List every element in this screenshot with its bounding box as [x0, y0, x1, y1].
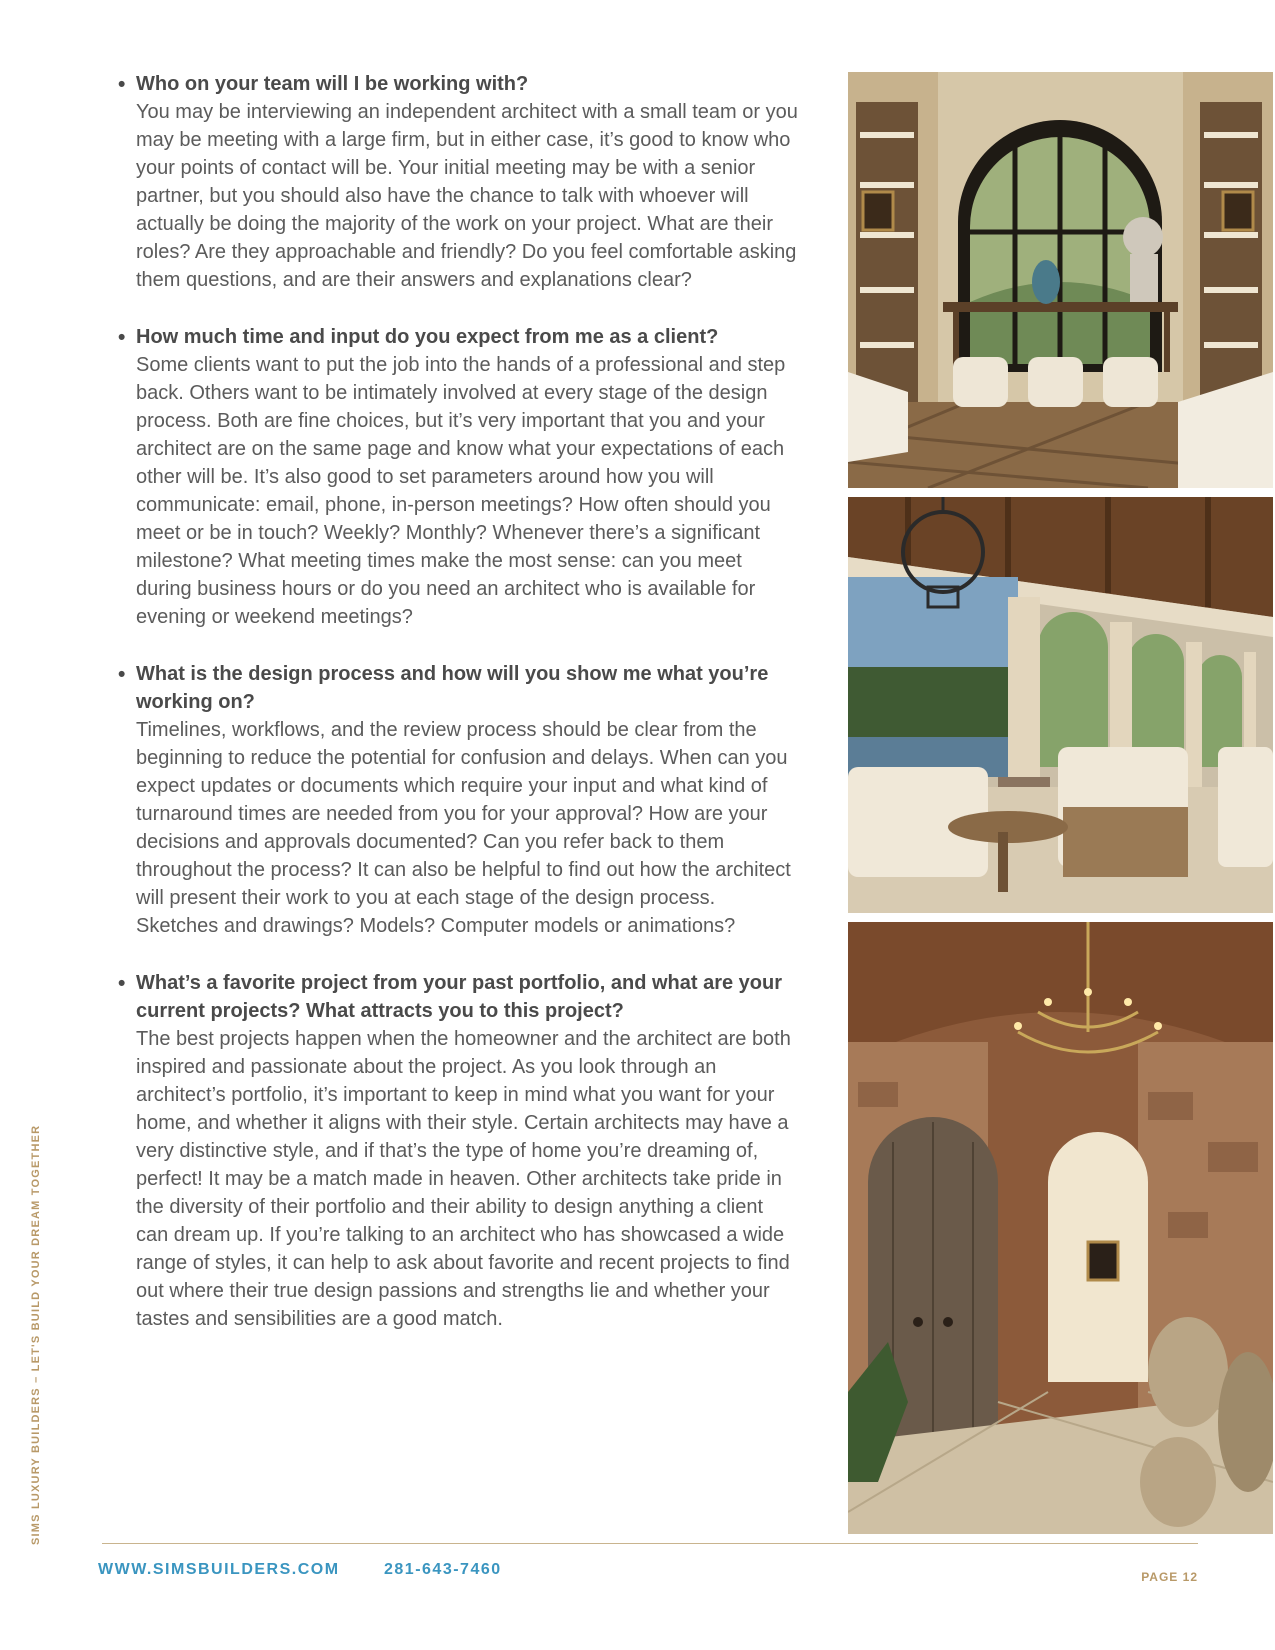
bullet: •: [118, 73, 126, 96]
footer-divider: [102, 1543, 1198, 1544]
faq-item: [118, 323, 798, 631]
bullet: •: [118, 972, 126, 995]
faq-answer: Timelines, workflows, and the review process should be clear from the beginning to reduce the potential for confusion and delays. When can you expect updates or documents which require your input and what kind of turnaround times are needed from you for your approval? How are your decisions and approvals documented? Can you refer back to them throughout the process? It can also be helpful to find out how the architect will present their work to you at each stage of the design process. Sketches and drawings? Models? Computer models or animations?: [136, 719, 791, 937]
faq-question: Who on your team will I be working with?: [136, 73, 529, 95]
faq-question: What is the design process and how will you show me what you’re working on?: [136, 663, 769, 713]
faq-item: [118, 660, 798, 940]
photo-arched-window-room: [848, 72, 1273, 488]
article-body: [118, 70, 798, 1362]
faq-answer: You may be interviewing an independent architect with a small team or you may be meeting with a large firm, but in either case, it’s good to know who your points of contact will be. Your initial meeting may be with a senior partner, but you should also have the chance to talk with whoever will actually be doing the majority of the work on your project. What are their roles? Are they approachable and friendly? Do you feel comfortable asking them questions, and are their answers and explanations clear?: [136, 101, 798, 291]
photo-stone-foyer: [848, 922, 1273, 1534]
photo-outdoor-loggia: [848, 497, 1273, 913]
faq-answer: Some clients want to put the job into the hands of a professional and step back. Others want to be intimately involved at every stage of the design process. Both are fine choices, but it’s very important that you and your architect are on the same page and know what your expectations of each other will be. It’s also good to set parameters around how you will communicate: email, phone, in-person meetings? How often should you meet or be in touch? Weekly? Monthly? Whenever there’s a significant milestone? What meeting times make the most sense: can you meet during business hours or do you need an architect who is available for evening or weekend meetings?: [136, 354, 786, 628]
sidebar-tagline: SIMS LUXURY BUILDERS – LET'S BUILD YOUR DREAM TOGETHER: [30, 1124, 42, 1545]
bullet: •: [118, 326, 126, 349]
faq-answer: The best projects happen when the homeowner and the architect are both inspired and passionate about the project. As you look through an architect’s portfolio, it’s important to keep in mind what you want for your home, and whether it aligns with their style. Certain architects may have a very distinctive style, and if that’s the type of home you’re dreaming of, perfect! It may be a match made in heaven. Other architects take pride in the diversity of their portfolio and their ability to design anything a client can dream up. If you’re talking to an architect who has showcased a wide range of styles, it can help to ask about favorite and recent projects to find out where their true design passions and strengths lie and whether your tastes and sensibilities are a good match.: [136, 1028, 791, 1330]
faq-question: How much time and input do you expect from me as a client?: [136, 326, 719, 348]
phone-link[interactable]: 281-643-7460: [384, 1561, 502, 1578]
faq-question: What’s a favorite project from your past portfolio, and what are your current projects? What attracts you to this project?: [136, 972, 783, 1022]
website-link[interactable]: WWW.SIMSBUILDERS.COM: [98, 1561, 340, 1578]
page-number: PAGE 12: [1141, 1570, 1198, 1584]
faq-item: [118, 969, 798, 1333]
faq-item: [118, 70, 798, 294]
bullet: •: [118, 663, 126, 686]
